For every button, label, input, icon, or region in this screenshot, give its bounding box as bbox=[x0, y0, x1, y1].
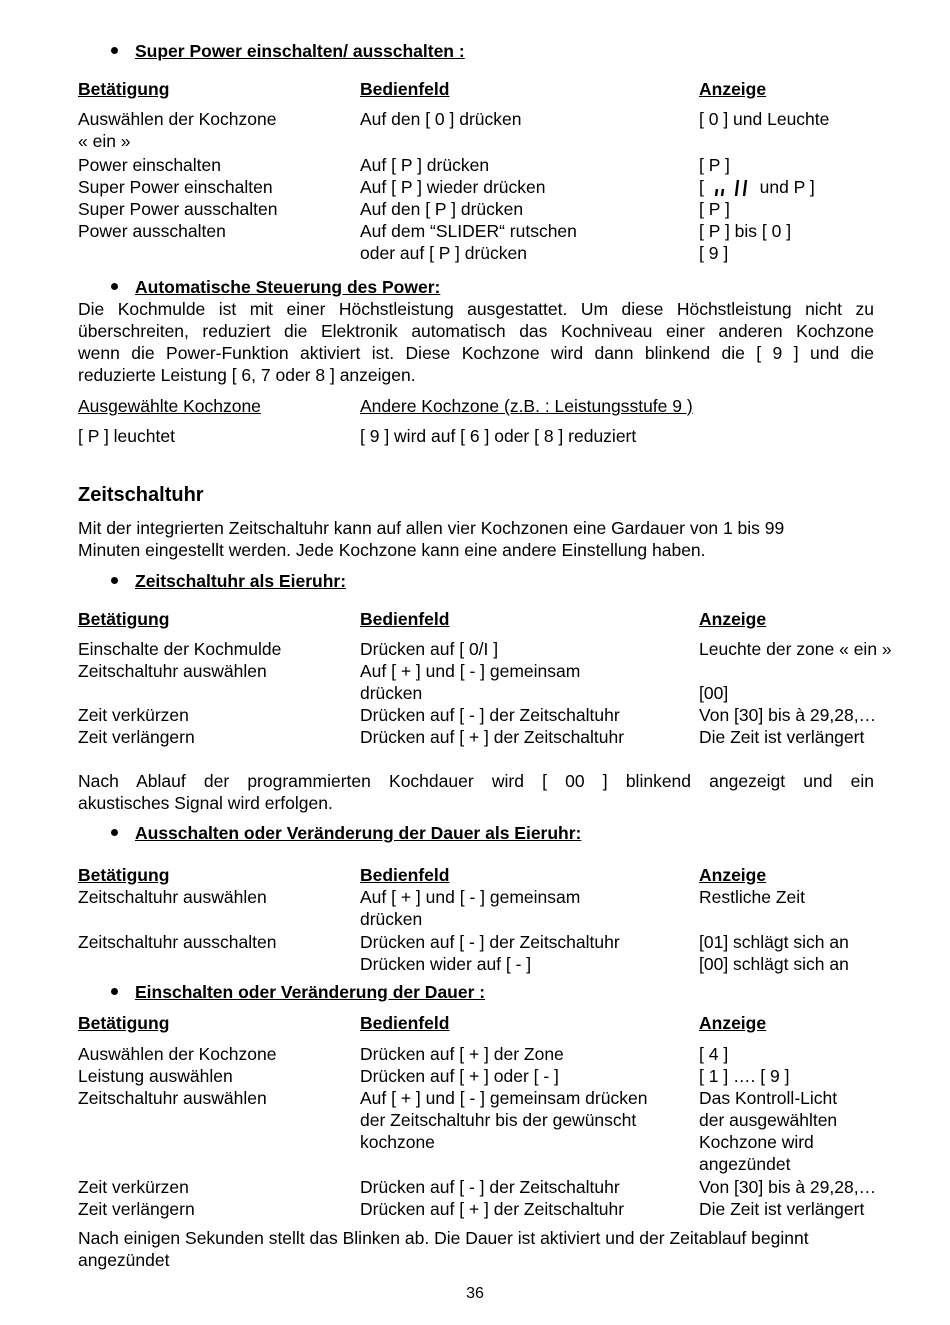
table-cell: [ P ] bbox=[699, 199, 730, 219]
table-cell: Auswählen der Kochzone bbox=[78, 1044, 277, 1064]
section-heading: Zeitschaltuhr bbox=[78, 484, 204, 506]
table-header: Anzeige bbox=[699, 865, 767, 885]
table-cell: Zeit verkürzen bbox=[78, 705, 189, 725]
table-cell: [01] schlägt sich an bbox=[699, 932, 849, 952]
table-cell: Auf den [ 0 ] drücken bbox=[360, 109, 522, 129]
table-cell: [ P ] bis [ 0 ] bbox=[699, 221, 792, 241]
bullet-icon bbox=[111, 283, 118, 290]
table-cell: der Zeitschaltuhr bis der gewünscht bbox=[360, 1110, 637, 1130]
table-header: Ausgewählte Kochzone bbox=[78, 396, 261, 416]
table-cell: kochzone bbox=[360, 1132, 435, 1152]
table-cell: Drücken auf [ - ] der Zeitschaltuhr bbox=[360, 705, 620, 725]
table-cell: Power ausschalten bbox=[78, 221, 226, 241]
table-cell: Zeit verkürzen bbox=[78, 1177, 189, 1197]
table-cell: Auf [ + ] und [ - ] gemeinsam bbox=[360, 887, 581, 907]
table-cell: und P ] bbox=[759, 177, 815, 197]
table-cell: Die Zeit ist verlängert bbox=[699, 1199, 865, 1219]
table-cell: [00] bbox=[699, 683, 729, 703]
table-cell: Restliche Zeit bbox=[699, 887, 806, 907]
table-cell: Super Power ausschalten bbox=[78, 199, 278, 219]
table-header: Betätigung bbox=[78, 1013, 170, 1033]
table-cell: angezündet bbox=[699, 1154, 791, 1174]
table-cell: [ P ] bbox=[699, 155, 730, 175]
table-cell: Drücken wider auf [ - ] bbox=[360, 954, 532, 974]
table-cell: Zeit verlängern bbox=[78, 1199, 195, 1219]
table-cell: Auf [ P ] wieder drücken bbox=[360, 177, 546, 197]
table-cell: Auf [ + ] und [ - ] gemeinsam bbox=[360, 661, 581, 681]
paragraph-line: Nach Ablauf der programmierten Kochdauer wird [ 00 ] blinkend angezeigt und ein bbox=[78, 771, 874, 791]
section-title-ausschalten: Ausschalten oder Veränderung der Dauer als Eieruhr: bbox=[135, 823, 582, 843]
table-cell: [ 9 ] bbox=[699, 243, 729, 263]
table-cell: Auf dem “SLIDER“ rutschen bbox=[360, 221, 577, 241]
table-cell: Auf [ P ] drücken bbox=[360, 155, 490, 175]
section-title-auto-power: Automatische Steuerung des Power: bbox=[135, 277, 441, 297]
table-cell: oder auf [ P ] drücken bbox=[360, 243, 528, 263]
table-header: Betätigung bbox=[78, 79, 170, 99]
table-cell: Auswählen der Kochzone bbox=[78, 109, 277, 129]
table-header: Anzeige bbox=[699, 79, 767, 99]
table-header: Bedienfeld bbox=[360, 609, 450, 629]
table-cell: Drücken auf [ - ] der Zeitschaltuhr bbox=[360, 932, 620, 952]
section-title-eieruhr: Zeitschaltuhr als Eieruhr: bbox=[135, 571, 347, 591]
table-cell: Drücken auf [ + ] der Zeitschaltuhr bbox=[360, 1199, 625, 1219]
table-cell: Drücken auf [ + ] der Zeitschaltuhr bbox=[360, 727, 625, 747]
paragraph-line: akustisches Signal wird erfolgen. bbox=[78, 793, 333, 813]
table-header: Bedienfeld bbox=[360, 1013, 450, 1033]
table-cell: [ 1 ] …. [ 9 ] bbox=[699, 1066, 790, 1086]
table-cell: Zeitschaltuhr ausschalten bbox=[78, 932, 277, 952]
table-cell: Auf den [ P ] drücken bbox=[360, 199, 524, 219]
table-header: Bedienfeld bbox=[360, 79, 450, 99]
table-cell: Power einschalten bbox=[78, 155, 221, 175]
bullet-icon bbox=[111, 829, 118, 836]
table-cell: Das Kontroll-Licht bbox=[699, 1088, 838, 1108]
display-bracket: [ bbox=[699, 177, 704, 197]
segment-display-icon bbox=[711, 178, 753, 198]
table-cell: Von [30] bis à 29,28,… bbox=[699, 1177, 877, 1197]
table-header: Betätigung bbox=[78, 609, 170, 629]
table-cell: Die Zeit ist verlängert bbox=[699, 727, 865, 747]
table-header: Bedienfeld bbox=[360, 865, 450, 885]
table-cell: Leuchte der zone « ein » bbox=[699, 639, 892, 659]
table-header: Anzeige bbox=[699, 609, 767, 629]
paragraph-line: angezündet bbox=[78, 1250, 170, 1270]
table-cell: [ 9 ] wird auf [ 6 ] oder [ 8 ] reduziert bbox=[360, 426, 637, 446]
table-cell: Kochzone wird bbox=[699, 1132, 814, 1152]
table-cell: [ 0 ] und Leuchte bbox=[699, 109, 830, 129]
table-cell: Drücken auf [ - ] der Zeitschaltuhr bbox=[360, 1177, 620, 1197]
table-cell: drücken bbox=[360, 909, 423, 929]
table-cell: Leistung auswählen bbox=[78, 1066, 233, 1086]
table-header: Anzeige bbox=[699, 1013, 767, 1033]
table-cell: Von [30] bis à 29,28,… bbox=[699, 705, 877, 725]
bullet-icon bbox=[111, 577, 118, 584]
table-cell: Zeitschaltuhr auswählen bbox=[78, 661, 267, 681]
bullet-icon bbox=[111, 47, 118, 54]
table-cell: Einschalte der Kochmulde bbox=[78, 639, 282, 659]
paragraph-line: reduzierte Leistung [ 6, 7 oder 8 ] anzeigen. bbox=[78, 365, 416, 385]
table-cell: Drücken auf [ + ] oder [ - ] bbox=[360, 1066, 559, 1086]
table-cell: Zeit verlängern bbox=[78, 727, 195, 747]
table-cell: Super Power einschalten bbox=[78, 177, 273, 197]
paragraph-line: überschreiten, reduziert die Elektronik automatisch das Kochniveau einer anderen Kochzone bbox=[78, 321, 874, 341]
table-cell: drücken bbox=[360, 683, 423, 703]
paragraph-line: Mit der integrierten Zeitschaltuhr kann auf allen vier Kochzonen eine Gardauer von 1 bis 99 bbox=[78, 518, 785, 538]
paragraph-line: Minuten eingestellt werden. Jede Kochzone kann eine andere Einstellung haben. bbox=[78, 540, 706, 560]
table-cell: Zeitschaltuhr auswählen bbox=[78, 887, 267, 907]
section-title-super-power: Super Power einschalten/ ausschalten : bbox=[135, 41, 465, 61]
paragraph-line: Nach einigen Sekunden stellt das Blinken ab. Die Dauer ist aktiviert und der Zeitablauf beginnt bbox=[78, 1228, 809, 1248]
table-cell: Drücken auf [ 0/I ] bbox=[360, 639, 499, 659]
super-power-display bbox=[699, 176, 815, 198]
section-title-einschalten: Einschalten oder Veränderung der Dauer : bbox=[135, 982, 486, 1002]
page-number: 36 bbox=[466, 1285, 484, 1302]
table-cell: Zeitschaltuhr auswählen bbox=[78, 1088, 267, 1108]
table-cell: der ausgewählten bbox=[699, 1110, 838, 1130]
table-header: Andere Kochzone (z.B. : Leistungsstufe 9 ) bbox=[360, 396, 693, 416]
table-cell: « ein » bbox=[78, 131, 131, 151]
bullet-icon bbox=[111, 988, 118, 995]
table-cell: [ P ] leuchtet bbox=[78, 426, 175, 446]
table-cell: [ 4 ] bbox=[699, 1044, 729, 1064]
paragraph-line: wenn die Power-Funktion aktiviert ist. Diese Kochzone wird dann blinkend die [ 9 ] und die bbox=[78, 343, 874, 363]
table-cell: Auf [ + ] und [ - ] gemeinsam drücken bbox=[360, 1088, 648, 1108]
table-header: Betätigung bbox=[78, 865, 170, 885]
table-cell: [00] schlägt sich an bbox=[699, 954, 849, 974]
paragraph-line: Die Kochmulde ist mit einer Höchstleistung ausgestattet. Um diese Höchstleistung nicht zu bbox=[78, 299, 874, 319]
table-cell: Drücken auf [ + ] der Zone bbox=[360, 1044, 564, 1064]
